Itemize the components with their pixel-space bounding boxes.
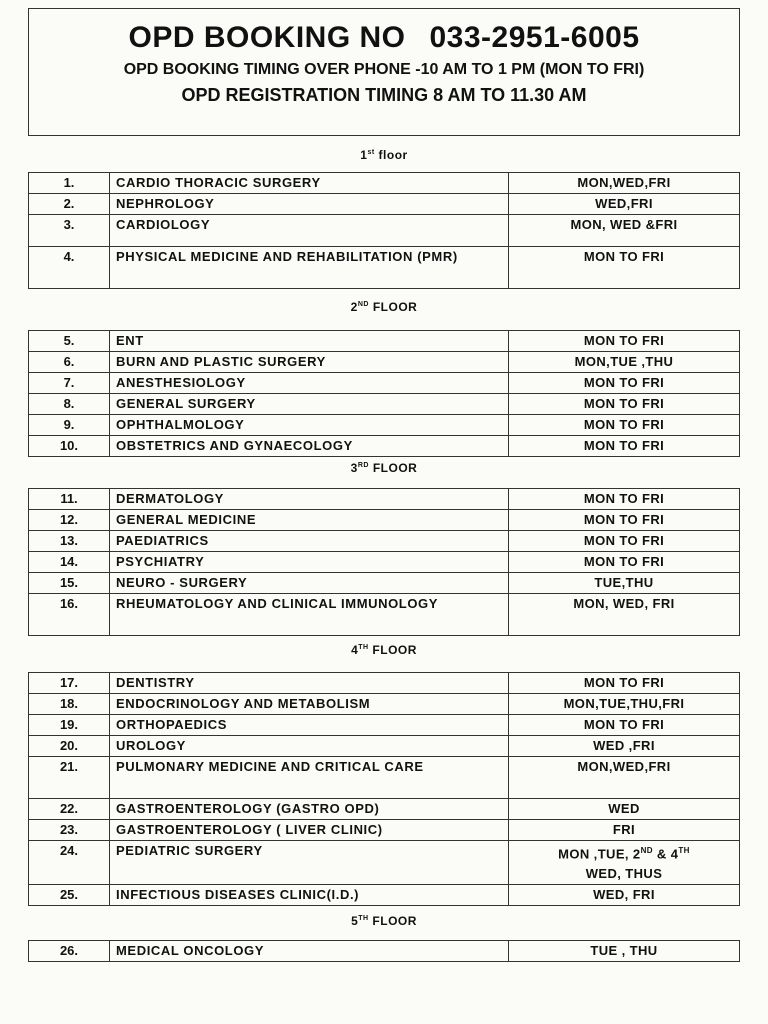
table-row [29,510,740,531]
table-row [29,247,740,289]
table-row [29,489,740,510]
floor-heading-4: 4TH FLOOR [351,643,417,657]
row-number: 26. [29,941,110,962]
table-row [29,715,740,736]
row-number: 20. [29,736,110,757]
booking-label: OPD BOOKING NO [128,21,406,54]
opd-days: MON TO FRI [509,673,740,694]
opd-days: MON,WED,FRI [509,173,740,194]
department-name: MEDICAL ONCOLOGY [110,941,509,962]
table-row [29,331,740,352]
opd-days: TUE,THU [509,573,740,594]
opd-days: FRI [509,820,740,841]
department-name: CARDIO THORACIC SURGERY [110,173,509,194]
table-row [29,736,740,757]
department-name: DERMATOLOGY [110,489,509,510]
department-name: DENTISTRY [110,673,509,694]
floor-heading-2: 2ND FLOOR [350,300,418,314]
row-number: 18. [29,694,110,715]
opd-days: MON,WED,FRI [509,757,740,799]
opd-days: WED [509,799,740,820]
department-name: PEDIATRIC SURGERY [110,841,509,885]
department-name: RHEUMATOLOGY AND CLINICAL IMMUNOLOGY [110,594,509,636]
row-number: 14. [29,552,110,573]
department-name: PAEDIATRICS [110,531,509,552]
department-name: UROLOGY [110,736,509,757]
opd-days: MON, WED, FRI [509,594,740,636]
table-row [29,215,740,247]
table-row [29,757,740,799]
row-number: 15. [29,573,110,594]
opd-days: WED, FRI [509,885,740,906]
row-number: 25. [29,885,110,906]
department-name: PSYCHIATRY [110,552,509,573]
table-row [29,820,740,841]
row-number: 9. [29,415,110,436]
row-number: 19. [29,715,110,736]
row-number: 17. [29,673,110,694]
floor-heading-1: 1st floor [360,148,408,162]
opd-days: MON TO FRI [509,715,740,736]
table-row [29,673,740,694]
row-number: 2. [29,194,110,215]
row-number: 5. [29,331,110,352]
table-row [29,415,740,436]
table-row [29,394,740,415]
department-name: NEPHROLOGY [110,194,509,215]
opd-days: MON TO FRI [509,531,740,552]
department-name: PULMONARY MEDICINE AND CRITICAL CARE [110,757,509,799]
table-row [29,173,740,194]
department-name: ENT [110,331,509,352]
opd-days: MON ,TUE, 2ND & 4TH WED, THUS [509,841,740,885]
opd-days: MON,TUE ,THU [509,352,740,373]
opd-days: MON TO FRI [509,373,740,394]
row-number: 1. [29,173,110,194]
floor-2-table [28,330,740,457]
row-number: 4. [29,247,110,289]
opd-days: MON TO FRI [509,415,740,436]
department-name: OPHTHALMOLOGY [110,415,509,436]
row-number: 11. [29,489,110,510]
table-row [29,352,740,373]
table-row [29,694,740,715]
department-name: GASTROENTEROLOGY (GASTRO OPD) [110,799,509,820]
opd-days: MON,TUE,THU,FRI [509,694,740,715]
opd-days: MON TO FRI [509,247,740,289]
row-number: 21. [29,757,110,799]
department-name: PHYSICAL MEDICINE AND REHABILITATION (PMR) [110,247,509,289]
table-row [29,531,740,552]
row-number: 12. [29,510,110,531]
department-name: INFECTIOUS DISEASES CLINIC(I.D.) [110,885,509,906]
floor-3-table [28,488,740,636]
floor-5-table [28,940,740,962]
booking-timing-line: OPD BOOKING TIMING OVER PHONE -10 AM TO 1 PM (MON TO FRI) [123,61,645,78]
opd-days: MON TO FRI [509,331,740,352]
table-row [29,799,740,820]
row-number: 16. [29,594,110,636]
row-number: 6. [29,352,110,373]
opd-days: MON TO FRI [509,436,740,457]
opd-days: MON, WED &FRI [509,215,740,247]
department-name: GASTROENTEROLOGY ( LIVER CLINIC) [110,820,509,841]
department-name: GENERAL MEDICINE [110,510,509,531]
row-number: 23. [29,820,110,841]
table-row [29,373,740,394]
floor-heading-5: 5TH FLOOR [351,914,417,928]
department-name: NEURO - SURGERY [110,573,509,594]
department-name: ORTHOPAEDICS [110,715,509,736]
department-name: BURN AND PLASTIC SURGERY [110,352,509,373]
opd-days: MON TO FRI [509,510,740,531]
opd-days: TUE , THU [509,941,740,962]
opd-days: MON TO FRI [509,489,740,510]
department-name: CARDIOLOGY [110,215,509,247]
table-row [29,573,740,594]
opd-days: MON TO FRI [509,394,740,415]
row-number: 24. [29,841,110,885]
floor-1-table [28,172,740,289]
opd-days: MON TO FRI [509,552,740,573]
row-number: 7. [29,373,110,394]
table-row [29,552,740,573]
row-number: 13. [29,531,110,552]
opd-days: WED ,FRI [509,736,740,757]
floor-4-table [28,672,740,906]
table-row [29,594,740,636]
department-name: ENDOCRINOLOGY AND METABOLISM [110,694,509,715]
booking-phone-number: 033-2951-6005 [429,21,640,54]
table-row [29,436,740,457]
table-row [29,841,740,885]
booking-number-title [29,21,739,55]
table-row [29,885,740,906]
row-number: 22. [29,799,110,820]
floor-heading-3: 3RD FLOOR [350,461,418,475]
row-number: 3. [29,215,110,247]
table-row [29,194,740,215]
registration-timing-line: OPD REGISTRATION TIMING 8 AM TO 11.30 AM [181,85,587,105]
row-number: 10. [29,436,110,457]
department-name: OBSTETRICS AND GYNAECOLOGY [110,436,509,457]
row-number: 8. [29,394,110,415]
department-name: GENERAL SURGERY [110,394,509,415]
department-name: ANESTHESIOLOGY [110,373,509,394]
table-row [29,941,740,962]
opd-info-header [28,8,740,136]
opd-days: WED,FRI [509,194,740,215]
